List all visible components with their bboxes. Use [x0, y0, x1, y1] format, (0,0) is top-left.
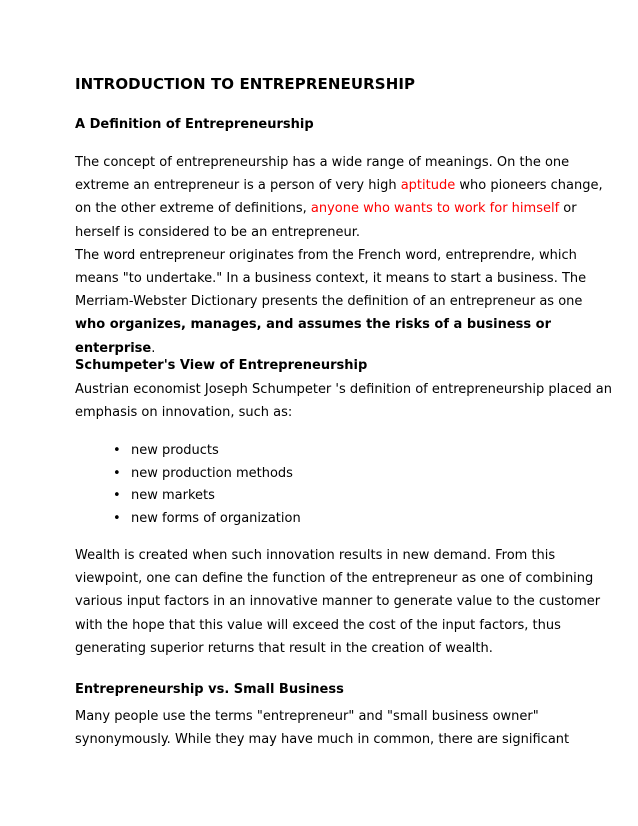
section-heading-schumpeter: Schumpeter's View of Entrepreneurship: [75, 358, 368, 373]
list-item: [75, 463, 615, 486]
text-run: .: [151, 340, 156, 356]
text-run: who pioneers change, on the other extreme of definitions,: [75, 178, 603, 217]
innovation-list: [75, 440, 615, 531]
text-run: The concept of entrepreneurship has a wide range of meanings. On the one extreme an entrepreneur is a person of very high: [75, 155, 570, 194]
section-schumpeter: [75, 358, 615, 373]
bullet-icon: •: [113, 511, 121, 527]
schumpeter-conclusion: [75, 544, 615, 660]
bullet-icon: •: [113, 488, 121, 504]
bullet-icon: •: [113, 443, 121, 458]
section-heading-small-business: Entrepreneurship vs. Small Business: [75, 682, 344, 697]
section-small-business: [75, 682, 615, 697]
small-business-paragraph: [75, 705, 615, 751]
schumpeter-intro: [75, 378, 615, 424]
list-item: [75, 508, 615, 531]
list-item-label: new markets: [131, 488, 215, 504]
list-item: [75, 440, 615, 463]
list-item-label: new forms of organization: [131, 511, 301, 527]
small-business-text: Many people use the terms "entrepreneur" and "small business owner" synonymously. While they may have much in common, there are significant: [75, 709, 570, 748]
text-run: The word entrepreneur originates from the French word, entreprendre, which means "to undertake." In a business context, it means to start a business. The Merriam-Webster Dictionary presents the definition of an entrepreneur as one: [75, 247, 587, 310]
schumpeter-conclusion-text: Wealth is created when such innovation results in new demand. From this viewpoint, one can define the function of the entrepreneur as one of combining various input factors in an innovative manner to generate value to the customer with the hope that this value will exceed the cost of the input factors, thus generating superior returns that result in the creation of wealth.: [75, 548, 601, 656]
text-run: or herself is considered to be an entrepreneur.: [75, 201, 577, 240]
definition-paragraph-1: [75, 151, 615, 360]
schumpeter-intro-text: Austrian economist Joseph Schumpeter 's definition of entrepreneurship placed an emphasis on innovation, such as:: [75, 382, 612, 421]
section-heading-definition: A Definition of Entrepreneurship: [75, 117, 314, 132]
bullet-icon: •: [113, 465, 121, 481]
document-title: INTRODUCTION TO ENTREPRENEURSHIP: [75, 75, 416, 93]
definition-text-1: [75, 151, 615, 244]
highlight-self-employed: anyone who wants to work for himself: [310, 201, 560, 217]
definition-text-2: [75, 244, 615, 360]
list-item-label: new production methods: [131, 465, 293, 481]
highlight-aptitude: aptitude: [400, 178, 456, 194]
bold-definition: who organizes, manages, and assumes the risks of a business or enterprise: [75, 317, 552, 356]
list-item: [75, 485, 615, 508]
section-definition: [75, 117, 615, 132]
list-item-label: new products: [131, 443, 219, 458]
